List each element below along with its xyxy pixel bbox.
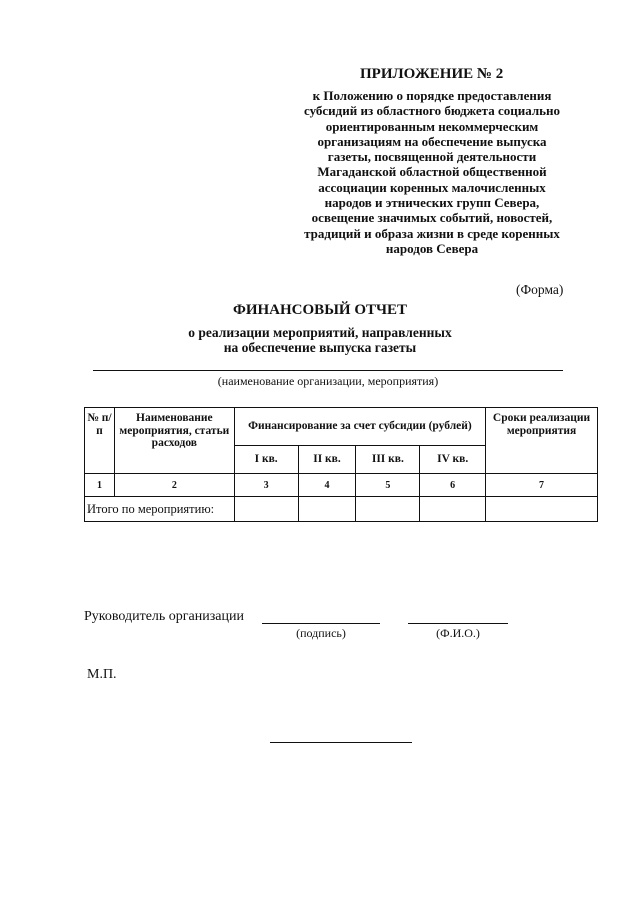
bottom-line[interactable] xyxy=(270,742,412,743)
appendix-line: к Положению о порядке предоставления xyxy=(312,88,552,103)
appendix-line: народов Севера xyxy=(385,240,479,256)
appendix-line: ориентированным некоммерческим xyxy=(325,118,539,134)
appendix-line: Магаданской областной общественной xyxy=(317,164,547,180)
report-subtitle xyxy=(130,325,510,355)
signature-line[interactable] xyxy=(262,623,380,624)
header-name: Наименование мероприятия, статьи расходов xyxy=(114,408,234,474)
column-number: 2 xyxy=(114,474,234,497)
full-name-caption: (Ф.И.О.) xyxy=(436,626,480,640)
head-of-organization-label: Руководитель организации xyxy=(84,609,244,624)
total-label: Итого по мероприятию: xyxy=(85,497,235,522)
total-quarter-3-cell[interactable] xyxy=(356,497,420,522)
appendix-line: субсидий из областного бюджета социально xyxy=(303,103,560,119)
organization-name-line[interactable] xyxy=(93,370,563,371)
full-name-line[interactable] xyxy=(408,623,508,624)
appendix-line: организациям на обеспечение выпуска xyxy=(317,133,547,149)
header-financing: Финансирование за счет субсидии (рублей) xyxy=(234,408,485,446)
total-deadlines-cell[interactable] xyxy=(486,497,598,522)
column-number: 3 xyxy=(234,474,298,497)
column-number: 5 xyxy=(356,474,420,497)
header-number: № п/п xyxy=(85,408,115,474)
total-quarter-1-cell[interactable] xyxy=(234,497,298,522)
appendix-line: народов и этнических групп Севера, xyxy=(324,195,540,211)
appendix-line: традиций и образа жизни в среде коренных xyxy=(304,225,560,241)
signature-caption: (подпись) xyxy=(296,626,346,640)
total-quarter-2-cell[interactable] xyxy=(298,497,356,522)
column-number: 1 xyxy=(85,474,115,497)
column-number: 6 xyxy=(420,474,486,497)
stamp-place-label: М.П. xyxy=(87,667,117,682)
header-quarter-3: III кв. xyxy=(356,446,420,474)
total-quarter-4-cell[interactable] xyxy=(420,497,486,522)
form-label: (Форма) xyxy=(516,282,564,297)
financial-report-table xyxy=(84,407,598,522)
appendix-title: ПРИЛОЖЕНИЕ № 2 xyxy=(360,66,504,82)
appendix-line: ассоциации коренных малочисленных xyxy=(318,179,546,195)
appendix-text xyxy=(282,88,582,256)
header-quarter-1: I кв. xyxy=(234,446,298,474)
report-subtitle-line: на обеспечение выпуска газеты xyxy=(223,340,417,355)
header-quarter-2: II кв. xyxy=(298,446,356,474)
appendix-line: газеты, посвященной деятельности xyxy=(327,149,537,165)
column-number: 4 xyxy=(298,474,356,497)
header-quarter-4: IV кв. xyxy=(420,446,486,474)
report-title: ФИНАНСОВЫЙ ОТЧЕТ xyxy=(232,302,408,318)
header-deadlines: Сроки реализации мероприятия xyxy=(486,408,598,474)
report-subtitle-line: о реализации мероприятий, направленных xyxy=(188,325,452,340)
appendix-line: освещение значимых событий, новостей, xyxy=(311,210,553,226)
organization-caption: (наименование организации, мероприятия) xyxy=(217,374,439,388)
column-number: 7 xyxy=(486,474,598,497)
